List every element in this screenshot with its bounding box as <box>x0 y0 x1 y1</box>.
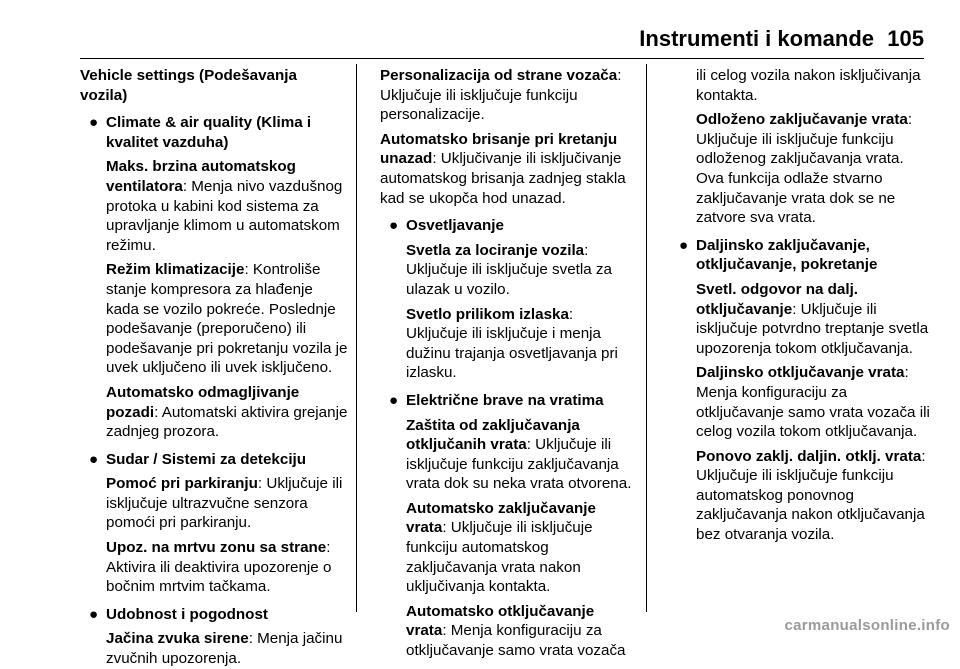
setting-term: Pomoć pri parkiranju <box>106 475 258 493</box>
column-1 <box>80 66 348 669</box>
setting-paragraph <box>670 447 932 545</box>
bullet-item <box>380 216 638 236</box>
setting-paragraph <box>80 260 348 378</box>
setting-term: Ponovo zaklj. daljin. otklj. vrata <box>696 447 922 465</box>
setting-paragraph <box>80 538 348 597</box>
setting-term: Svetl. odgovor na dalj. otključavanje <box>696 280 859 318</box>
bullet-item <box>80 450 348 470</box>
setting-desc: : Menja konfiguraciju za otključavanje samo vrata vozača <box>406 622 626 660</box>
setting-paragraph <box>80 474 348 533</box>
setting-desc: : Uključuje ili isključuje i menja dužinu trajanja osvetljavanja pri izlasku. <box>406 305 618 382</box>
bullet-title: Osvetljavanje <box>406 217 504 235</box>
bullet-title: Udobnost i pogodnost <box>106 605 268 623</box>
column-divider-2 <box>646 64 647 612</box>
setting-desc: : Uključuje ili isključuje funkciju zaključavanja vrata dok su neka vrata otvorena. <box>406 436 632 493</box>
bullet-icon: ● <box>89 605 99 623</box>
column-2 <box>380 66 638 661</box>
setting-continuation: ili celog vozila nakon isključivanja kontakta. <box>696 67 921 104</box>
setting-term: Daljinsko otključavanje vrata <box>696 364 905 382</box>
setting-paragraph <box>670 280 932 358</box>
setting-desc: : Uključivanje ili isključivanje automatskog brisanja zadnjeg stakla kad se ukopča hod unazad. <box>380 150 626 207</box>
setting-desc: : Aktivira ili deaktivira upozorenje o bočnim mrtvim tačkama. <box>106 539 332 596</box>
page-number: 105 <box>887 26 924 51</box>
watermark: carmanualsonline.info <box>784 617 950 634</box>
bullet-item <box>80 605 348 625</box>
setting-desc: : Automatski aktivira grejanje zadnjeg prozora. <box>106 403 348 441</box>
bullet-item <box>670 236 932 275</box>
bullet-item <box>80 113 348 152</box>
header-rule <box>80 58 924 59</box>
bullet-icon: ● <box>89 114 99 132</box>
setting-term: Jačina zvuka sirene <box>106 630 249 648</box>
setting-paragraph <box>380 499 638 597</box>
setting-paragraph <box>670 363 932 441</box>
setting-term: Personalizacija od strane vozača <box>380 67 618 84</box>
setting-desc: : Menja jačinu zvučnih upozorenja. <box>106 630 343 668</box>
setting-desc: : Kontroliše stanje kompresora za hlađenje kada se vozilo pokreće. Poslednje podešavanje (preporučeno) ili podešavanje pri pokretanju vozila je uvek uključeno ili uvek isključeno. <box>106 261 348 377</box>
setting-paragraph <box>380 305 638 383</box>
setting-paragraph <box>80 157 348 255</box>
bullet-title: Daljinsko zaključavanje, otključavanje, pokretanje <box>696 236 878 274</box>
setting-desc: : Uključuje ili isključuje funkciju personalizacije. <box>380 67 622 124</box>
setting-paragraph <box>380 602 638 661</box>
page-header <box>0 26 960 56</box>
bullet-item <box>380 391 638 411</box>
setting-paragraph <box>380 66 638 125</box>
setting-paragraph <box>670 110 932 228</box>
bullet-title: Električne brave na vratima <box>406 391 604 409</box>
setting-term: Odloženo zaključavanje vrata <box>696 111 908 129</box>
setting-term: Automatsko otključavanje vrata <box>406 602 595 640</box>
setting-term: Automatsko brisanje pri kretanju unazad <box>380 130 618 168</box>
setting-term: Svetlo prilikom izlaska <box>406 305 569 323</box>
setting-desc: : Uključuje ili isključuje potvrdno treptanje svetla upozorenja tokom otključavanja. <box>696 300 929 357</box>
setting-paragraph <box>80 629 348 668</box>
setting-term: Upoz. na mrtvu zonu sa strane <box>106 539 327 557</box>
setting-desc: : Uključuje ili isključuje funkciju odloženog zaključavanja vrata. Ova funkcija odlaže stvarno zaključavanje vrata dok se ne zatvore sva vrata. <box>696 111 913 227</box>
bullet-icon: ● <box>679 236 689 254</box>
setting-paragraph <box>380 241 638 300</box>
bullet-icon: ● <box>389 217 399 235</box>
setting-desc: : Uključuje ili isključuje ultrazvučne senzora pomoći pri parkiranju. <box>106 475 343 532</box>
setting-desc: : Menja nivo vazdušnog protoka u kabini kod sistema za upravljanje klimom u automatskom režimu. <box>106 177 343 254</box>
setting-desc: : Uključuje ili isključuje funkciju automatskog ponovnog zaključavanja nakon otključavanja bez otvaranja vozila. <box>696 447 926 544</box>
section-title: Vehicle settings (Podešavanja vozila) <box>80 67 297 104</box>
chapter-title: Instrumenti i komande <box>639 26 874 51</box>
setting-paragraph <box>380 130 638 208</box>
setting-term: Automatsko zaključavanje vrata <box>406 499 596 537</box>
setting-desc: : Menja konfiguraciju za otključavanje samo vrata vozača ili celog vozila tokom otključavanja. <box>696 364 930 441</box>
setting-term: Zaštita od zaključavanja otključanih vrata <box>406 416 580 454</box>
setting-term: Automatsko odmagljivanje pozadi <box>106 383 300 421</box>
setting-term: Režim klimatizacije <box>106 261 245 279</box>
setting-term: Svetla za lociranje vozila <box>406 241 585 259</box>
bullet-title: Climate & air quality (Klima i kvalitet vazduha) <box>106 114 312 151</box>
column-3 <box>670 66 932 545</box>
setting-paragraph <box>80 383 348 442</box>
bullet-title: Sudar / Sistemi za detekciju <box>106 450 307 468</box>
setting-desc: : Uključuje ili isključuje svetla za ulazak u vozilo. <box>406 241 612 298</box>
bullet-icon: ● <box>89 450 99 468</box>
setting-term: Maks. brzina automatskog ventilatora <box>106 158 296 195</box>
setting-paragraph <box>380 416 638 494</box>
column-divider-1 <box>356 64 357 612</box>
setting-desc: : Uključuje ili isključuje funkciju automatskog zaključavanja vrata nakon uključivanja kontakta. <box>406 519 593 596</box>
bullet-icon: ● <box>389 391 399 409</box>
